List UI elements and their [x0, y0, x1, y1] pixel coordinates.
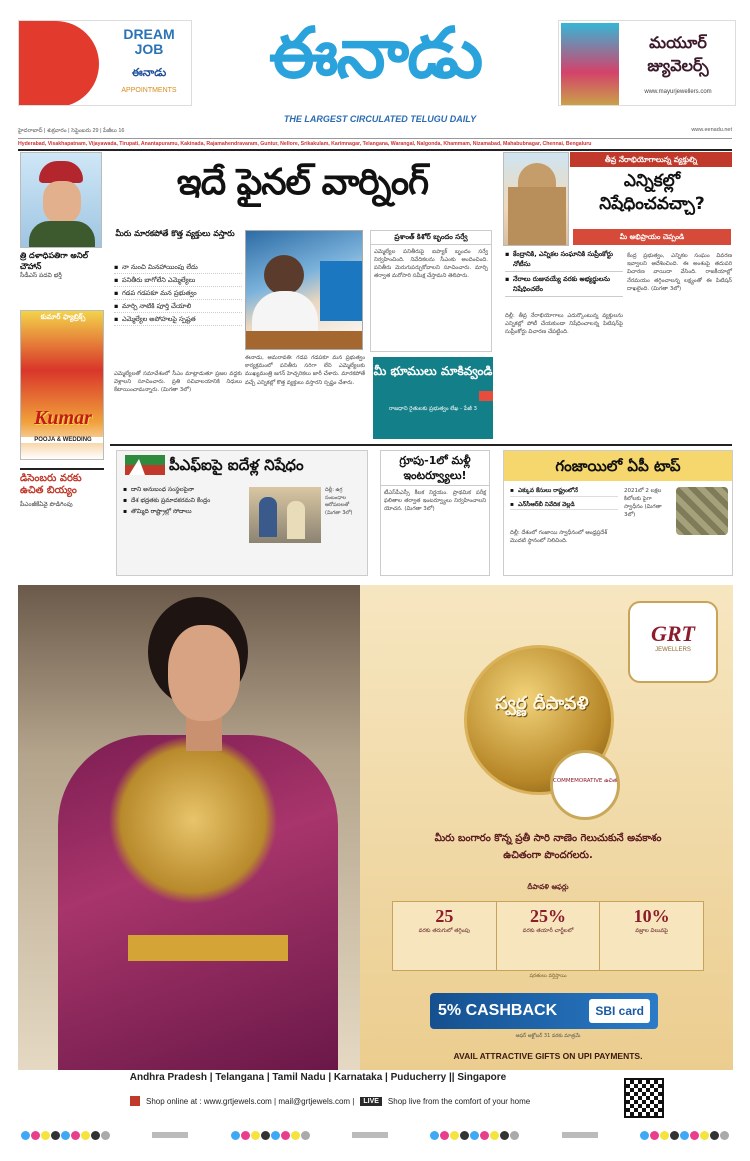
ganja-bullets [510, 487, 618, 514]
kumar-ad-sub: POOJA & WEDDING [21, 437, 104, 443]
group1-story[interactable] [380, 450, 490, 576]
list-item: ▪ మార్చి నాటికి పూర్తి చేయాలి [114, 301, 242, 313]
sbi-card-logo: SBI card [589, 999, 650, 1023]
offer-text: వరకు తరుగులో తగ్గింపు [418, 928, 471, 934]
ganja-packets-photo [676, 487, 728, 535]
pfi-raid-photo [249, 487, 321, 543]
list-item: ▪ దేశ భద్రతకు ప్రమాదకరమని కేంద్రం [123, 496, 247, 505]
offer-card [497, 902, 601, 970]
portrait-sub: సీడీఎస్ పదవి భర్తీ [20, 272, 62, 279]
list-item: ▪ కేంద్రానికి, ఎన్నికల సంఘానికి సుప్రీంకోర్టు నోటీసు [505, 250, 623, 272]
pfi-flag-icon [125, 455, 165, 475]
list-item: ▪ నేరాలు రుజువయ్యే వరకు అభ్యర్థులను నిషేధించలేం [505, 275, 623, 297]
main-bullets [114, 262, 242, 327]
section-divider [110, 444, 732, 446]
ad-shop-line [130, 1096, 620, 1106]
dream-job-ad[interactable] [18, 20, 192, 106]
face-shape [168, 625, 240, 721]
poll-button[interactable]: మీ అభిప్రాయం చెప్పండి [573, 229, 731, 245]
sc-bullets [505, 250, 623, 300]
person-shape [287, 501, 305, 539]
cashback-terms: ఆఫర్ అక్టోబర్ 31 వరకు మాత్రమే [515, 1033, 581, 1039]
mayur-jewellers-ad[interactable] [558, 20, 736, 106]
face-shape [43, 181, 81, 223]
sc-headline[interactable]: ఎన్నికల్లో నిషేధించవచ్చా? [599, 171, 705, 214]
sbi-cashback-banner[interactable] [430, 993, 658, 1029]
cashback-text: 5% CASHBACK [438, 1002, 558, 1019]
color-dots [430, 1131, 519, 1140]
offer-terms: షరతులు వర్తిస్తాయి [529, 973, 567, 979]
pfi-text: దిల్లీ: ఉగ్ర సంబంధాల ఆరోపణలతో (మిగతా 3లో) [325, 487, 353, 516]
survey-sidebar[interactable] [370, 230, 492, 352]
list-item: ▪ ఎమ్మెల్యేల అపోహలపై స్పష్టత [114, 314, 242, 326]
kumar-ad-heading: కుమార్ ఫ్యాబ్రిక్స్ [40, 313, 86, 321]
printer-color-marks [0, 1128, 750, 1142]
main-story-body: ఈనాడు, అమరావతి: గడప గడపకూ మన ప్రభుత్వం కార్యక్రమంలో పనితీరు సరిగా లేని ఎమ్మెల్యేలకు ముఖ్యమంత్రి జగన్ హెచ్చరికలు జారీ చేశారు. మారకపోతే వచ్చే ఎన్నికల్లో కొత్త వ్యక్తులు వస్తారని స్పష్టం చేశారు. [245, 355, 365, 386]
grt-brand-sub: JEWELLERS [655, 647, 691, 653]
list-item: ▪ ఎక్కువ కేసులు రాష్ట్రంలోనే [510, 487, 618, 497]
ad-url: www.mayurjewellers.com [644, 89, 712, 95]
building-shape [508, 187, 566, 246]
kumar-ad[interactable] [20, 310, 104, 460]
land-text: రాజధాని రైతులకు ప్రభుత్వం లేఖ - పేజీ 3 [388, 406, 478, 412]
color-dots [21, 1131, 110, 1140]
shop-online-text[interactable]: Shop online at : www.grtjewels.com | mail@grtjewels.com | [146, 1096, 355, 1106]
free-rice-story[interactable] [20, 468, 104, 576]
promo-line-2: ఉచితంగా పొందగలరు. [503, 850, 593, 861]
offer-text: వరకు తయారీ చార్జీలలో [522, 928, 574, 934]
ad-sub: APPOINTMENTS [121, 87, 177, 94]
date-text: హైదరాబాద్ | శుక్రవారం | సెప్టెంబరు 29 | పేజీలు 16 [18, 128, 125, 134]
editions-strip: Hyderabad, Visakhapatnam, Vijayawada, Tirupati, Anantapuramu, Kakinada, Rajamahendravaram, Guntur, Nellore, Srikakulam, Karimnagar, Telangana, Warangal, Nalgonda, Khammam, Nizamabad, Mahabubnagar, Chennai, Bengaluru [18, 141, 732, 151]
ganja-headline: గంజాయిలో ఏపీ టాప్ [504, 451, 732, 481]
ganja-story[interactable] [503, 450, 733, 576]
promo-line-1: మీరు బంగారం కొన్న ప్రతీ సారి నాణెం గెలుచుకునే అవకాశం [434, 833, 662, 844]
grey-bar [562, 1132, 598, 1138]
list-item: ▪ పనితీరు బాగోలేని ఎమ్మెల్యేలు [114, 275, 242, 287]
grt-brand: GRT [651, 621, 695, 646]
grey-bar [352, 1132, 388, 1138]
grey-bar [152, 1132, 188, 1138]
list-item: ▪ గడప గడపకూ మన ప్రభుత్వం [114, 288, 242, 300]
story-heading: డిసెంబరు వరకు ఉచిత బియ్యం [20, 473, 82, 496]
beret-shape [39, 161, 83, 183]
survey-text: ఎమ్మెల్యేల పనితీరుపై ఐప్యాక్ బృందం సర్వే నిర్వహించింది. నివేదికలను సీఎంకు అందించింది. పనితీరు మెరుగుపర్చుకోవాలని సూచించారు. మార్చి తర్వాత మరోసారి సమీక్ష చేస్తామని తెలిపారు. [374, 249, 488, 279]
tagline: THE LARGEST CIRCULATED TELUGU DAILY [283, 114, 477, 124]
uniform-shape [29, 221, 95, 248]
kumar-ad-brand: Kumar [34, 407, 92, 429]
offer-percent: 10% [633, 906, 670, 926]
website-text: www.eenadu.net [691, 127, 732, 133]
backdrop-shape [320, 261, 363, 321]
offer-percent: 25% [530, 906, 566, 926]
dome-shape [518, 163, 556, 187]
offers-panel [392, 901, 704, 971]
survey-heading: ప్రశాంత్ కిశోర్ బృందం సర్వే [371, 231, 491, 245]
ad-dream-job-text: DREAM JOB [123, 26, 175, 57]
pfi-ban-story[interactable] [116, 450, 368, 576]
list-item: ▪ నా నుంచి మినహాయింపు లేదు [114, 262, 242, 274]
color-dots [640, 1131, 729, 1140]
sc-body-right: కేంద్ర ప్రభుత్వం, ఎన్నికల సంఘం వివరణ ఇవ్వాలని ఆదేశించింది. ఈ అంశంపై తదుపరి విచారణ వాయిదా వేసింది. రాజకీయాల్లో నేరమయం తగ్గించాలన్న లక్ష్యంతో ఈ పిటిషన్ దాఖలైంది. (మిగతా 3లో) [627, 253, 732, 292]
ad-red-shape [19, 21, 99, 106]
ad-photo [561, 23, 619, 105]
sc-body-left: దిల్లీ: తీవ్ర నేరాభియోగాలు ఎదుర్కొంటున్న వ్యక్తులను ఎన్నికల్లో పోటీ చేయకుండా నిషేధించాలన్న పిటిషన్‌పై సుప్రీంకోర్టు విచారణ చేపట్టింది. [505, 313, 623, 336]
ganja-text-2: 2021లో 2 లక్షల కిలోలకు పైగా స్వాధీనం (మిగతా 3లో) [624, 488, 662, 518]
offers-title: దీపావళి ఆఫర్లు [527, 883, 569, 891]
offer-card [393, 902, 497, 970]
list-item: ▪ తొమ్మిది రాష్ట్రాల్లో సోదాలు [123, 507, 247, 516]
cart-icon [130, 1096, 140, 1106]
offer-text: వజ్రాల విలువపై [635, 928, 669, 934]
ganja-text: దిల్లీ: దేశంలో గంజాయి స్వాధీనంలో ఆంధ్రప్రదేశ్ మొదటి స్థానంలో నిలిచింది. [510, 530, 608, 544]
color-dots [231, 1131, 310, 1140]
grt-jewellers-ad[interactable] [18, 585, 733, 1070]
land-heading: మీ భూములు మాకివ్వండి [373, 364, 493, 378]
main-subhead: మీరు మారకపోతే కొత్త వ్యక్తులు వస్తారు [115, 229, 235, 238]
head-shape [264, 255, 304, 295]
main-headline[interactable]: ఇదే ఫైనల్ వార్నింగ్ [176, 162, 429, 203]
pfi-bullets [123, 485, 247, 518]
qr-code-icon[interactable] [624, 1078, 664, 1118]
offer-card [600, 902, 703, 970]
saree-border-shape [128, 935, 288, 961]
person-shape [259, 497, 277, 537]
promo-text [368, 830, 728, 864]
group1-text: టీఎస్‌పీఎస్సీ కీలక నిర్ణయం. ప్రాథమిక పరీక్ష ఫలితాల తర్వాత ఇంటర్వ్యూలు నిర్వహించాలని యోచన. (మిగతా 3లో) [384, 490, 486, 512]
main-story-body-left: ఎమ్మెల్యేలతో సమావేశంలో సీఎం మాట్లాడుతూ ప్రజల వద్దకు వెళ్లాలని సూచించారు. ప్రతి సచివాలయానికి నిధులు కేటాయించామన్నారు. (మిగతా 3లో) [114, 371, 242, 394]
cds-portrait-photo[interactable] [20, 152, 102, 248]
red-tag [479, 391, 493, 401]
upi-offer-text: AVAIL ATTRACTIVE GIFTS ON UPI PAYMENTS. [453, 1051, 643, 1061]
list-item: ▪ ఎన్‌సీఆర్‌బీ నివేదిక వెల్లడి [510, 501, 618, 511]
supreme-court-photo[interactable] [503, 152, 569, 246]
story-text: పీఎంజీకేఏవై పొడిగింపు [20, 501, 73, 508]
group1-headline: గ్రూపు-1లో మళ్లీ ఇంటర్వ్యూలు! [381, 451, 489, 486]
ad-brand-name: మయూర్ జ్యువెలర్స్ [647, 33, 709, 75]
cm-speaking-photo[interactable] [245, 230, 363, 350]
live-badge: LIVE [360, 1097, 382, 1106]
live-sub-text: Shop live from the comfort of your home [387, 1096, 531, 1106]
ad-states-line: Andhra Pradesh | Telangana | Tamil Nadu | Karnataka | Puducherry || Singapore [129, 1072, 507, 1083]
commemorative-medal: COMMEMORATIVE ఉచిత [550, 750, 620, 820]
list-item: ▪ దాని అనుబంధ సంస్థలపైనా [123, 485, 247, 494]
land-story-box[interactable] [373, 357, 493, 439]
grt-logo[interactable] [628, 601, 718, 683]
ad-brand: ఈనాడు [131, 67, 167, 79]
newspaper-logo[interactable]: ఈనాడు [268, 12, 482, 94]
podium-shape [246, 331, 363, 350]
sc-kicker: తీవ్ర నేరాభియోగాలున్న వ్యక్తుల్ని [570, 152, 732, 167]
portrait-caption[interactable]: త్రి దళాధిపతిగా అనిల్ చౌహాన్ సీడీఎస్ పదవి భర్తీ [20, 250, 102, 280]
dateline [18, 127, 732, 139]
pfi-headline: పీఎఫ్ఐపై ఐదేళ్ల నిషేధం [169, 456, 304, 474]
coin-text: స్వర్ణ దీపావళి [495, 693, 589, 714]
necklace-shape [108, 735, 278, 905]
offer-percent: 25 [435, 906, 454, 926]
